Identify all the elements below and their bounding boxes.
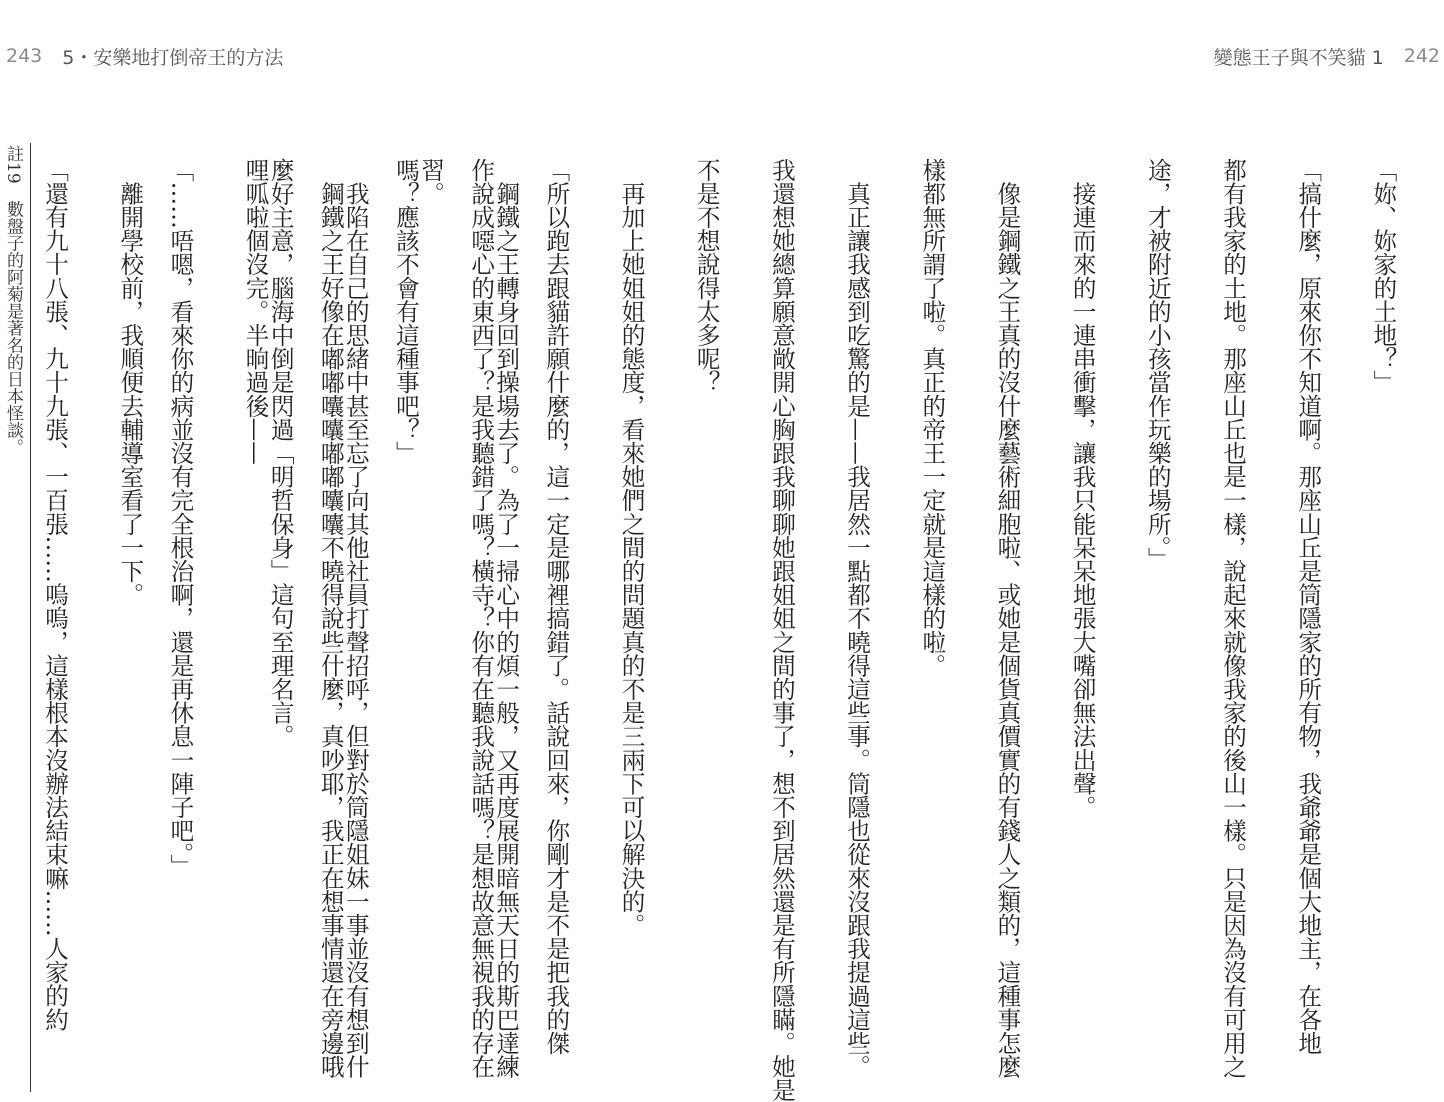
left-page-col: 鋼鐵之王轉身回到操場去了。為了一掃心中的煩一般，又再度展開暗無天日的斯巴達練: [492, 181, 521, 1079]
left-page-col: 我陷在自己的思緒中甚至忘了向其他社員打聲招呼，但對於筒隱姐妹一事並沒有想到什: [341, 181, 370, 1079]
right-page-col: 像是鋼鐵之王真的沒什麼藝術細胞啦、或她是個貨真價實的有錢人之類的，這種事怎麼: [993, 181, 1022, 1079]
right-page-col: 不是不想說得太多呢？: [692, 158, 721, 394]
right-page-col: 接連而來的一連串衝擊，讓我只能呆呆地張大嘴卻無法出聲。: [1068, 181, 1097, 819]
right-page-col: 我還想她總算願意敞開心胸跟我聊聊她跟姐姐之間的事了，想不到居然還是有所隱瞞。她是: [767, 158, 796, 1102]
header-left: [6, 40, 283, 72]
footnote: 註19 數盤子的阿菊是著名的日本怪談。: [3, 145, 23, 456]
left-page-col: 「還有九十八張、九十九張、一百張……嗚嗚，這樣根本沒辦法結束嘛……人家的約: [41, 158, 70, 1032]
right-page-col: 真正讓我感到吃驚的是——我居然一點都不曉得這些事。筒隱也從來沒跟我提過這些。: [843, 181, 872, 1079]
right-page-col: 嗎？應該不會有這種事吧？」: [391, 158, 420, 465]
left-page-col: 麼好主意，腦海中倒是閃過「明哲保身」這句至理名言。: [266, 158, 295, 748]
right-page-col: 「所以跑去跟貓許願什麼的，這一定是哪裡搞錯了。話說回來，你剛才是不是把我的傑: [542, 158, 571, 1055]
right-page-col: 都有我家的土地。那座山丘也是一樣，說起來就像我家的後山一樣。只是因為沒有可用之: [1219, 158, 1248, 1079]
header-right: [1214, 40, 1440, 72]
right-page-col: 作說成噁心的東西了？是我聽錯了嗎？橫寺？你有在聽我說話嗎？是想故意無視我的存在: [467, 158, 496, 1079]
page-number-left: 243: [6, 45, 43, 67]
right-page-col: 「搞什麼，原來你不知道啊。那座山丘是筒隱家的所有物，我爺爺是個大地主，在各地: [1294, 158, 1323, 1055]
right-page-col: 哩呱啦個沒完。半晌過後——: [241, 158, 270, 465]
right-page-col: 再加上她姐姐的態度，看來她們之間的問題真的不是三兩下可以解決的。: [617, 181, 646, 937]
chapter-title: 5・安樂地打倒帝王的方法: [62, 46, 284, 69]
book-title: 變態王子與不笑貓 1: [1213, 46, 1384, 69]
right-page-col: 「……唔嗯，看來你的病並沒有完全根治啊，還是再休息一陣子吧。」: [166, 158, 195, 878]
right-page-col: 途，才被附近的小孩當作玩樂的場所。」: [1143, 158, 1172, 571]
left-page-col: 離開學校前，我順便去輔導室看了一下。: [116, 181, 145, 607]
right-page-col: 鋼鐵之王好像在嘟嘟囔囔嘟嘟囔囔不曉得說些什麼，真吵耶，我正在想事情還在旁邊哦: [316, 181, 345, 1079]
page-number-right: 242: [1403, 45, 1440, 67]
left-page-text: [41, 143, 637, 1092]
right-page-col: 樣都無所謂了啦。真正的帝王一定就是這樣的啦。: [918, 158, 947, 678]
footnote-divider: [30, 143, 31, 1092]
right-page-col: 「妳、妳家的土地？」: [1369, 158, 1398, 394]
left-page-col: 習。: [417, 158, 446, 206]
